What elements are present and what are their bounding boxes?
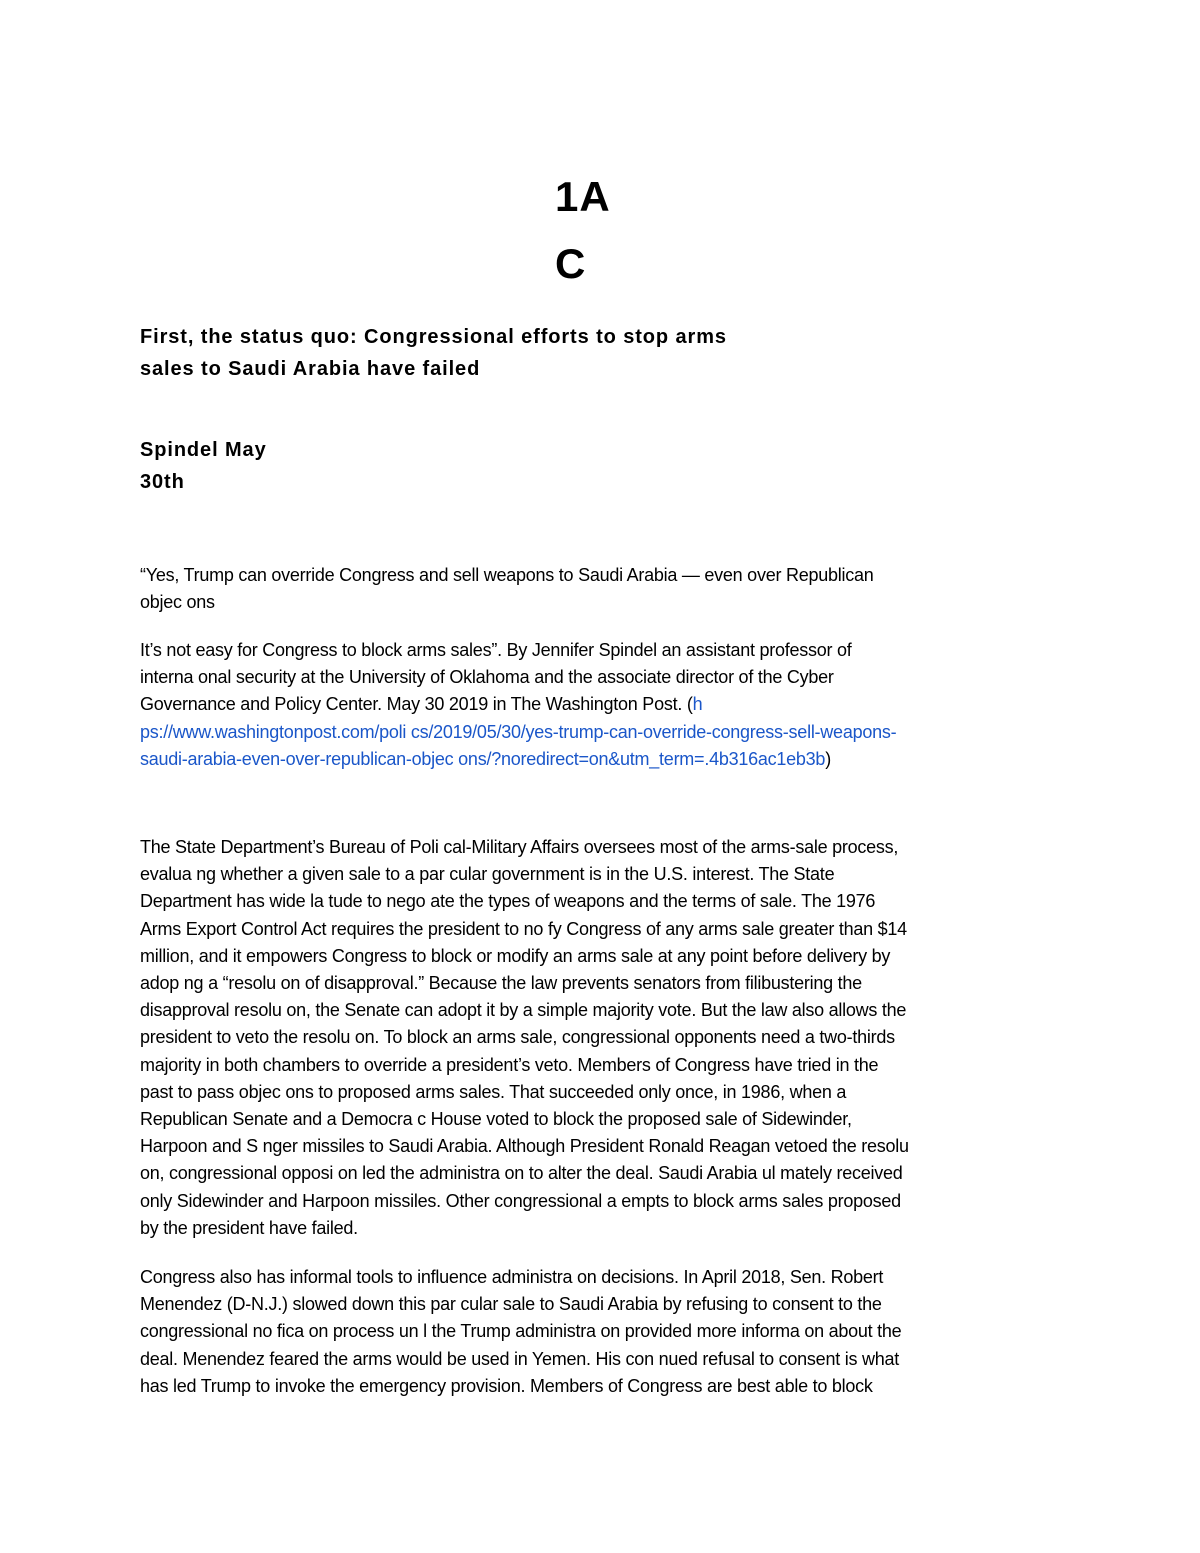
paragraph-line: million, and it empowers Congress to block or modify an arms sale at any point before delivery by: [140, 945, 891, 966]
citation-block: [140, 637, 1045, 773]
body-paragraph-2: [140, 1264, 1045, 1400]
paragraph-line: deal. Menendez feared the arms would be used in Yemen. His con nued refusal to consent is what: [140, 1348, 899, 1369]
paragraph-line: congressional no fica on process un l the Trump administra on provided more informa on about the: [140, 1321, 902, 1342]
citation-line: [140, 746, 1045, 773]
paragraph-line: Harpoon and S nger missiles to Saudi Arabia. Although President Ronald Reagan vetoed the resolu: [140, 1136, 909, 1157]
paragraph-line: Department has wide la tude to nego ate the types of weapons and the terms of sale. The 1976: [140, 891, 876, 912]
citation-line: It’s not easy for Congress to block arms sales”. By Jennifer Spindel an assistant professor of: [140, 640, 852, 660]
paragraph-line: adop ng a “resolu on of disapproval.” Because the law prevents senators from filibustering the: [140, 973, 862, 994]
paragraph-line: majority in both chambers to override a president’s veto. Members of Congress have tried in the: [140, 1054, 879, 1075]
citation-text: Governance and Policy Center. May 30 2019 in The Washington Post. (: [140, 694, 693, 715]
headline: [140, 321, 900, 385]
paragraph-line: Congress also has informal tools to influence administra on decisions. In April 2018, Sen. Robert: [140, 1267, 884, 1287]
paragraph-line: Arms Export Control Act requires the president to no fy Congress of any arms sale greater than $14: [140, 918, 907, 939]
paragraph-line: by the president have failed.: [140, 1217, 358, 1238]
cite-tag-line: 30th: [140, 471, 185, 493]
paragraph-line: president to veto the resolu on. To block an arms sale, congressional opponents need a two-thirds: [140, 1027, 895, 1048]
article-title-line: objec ons: [140, 592, 215, 613]
source-link[interactable]: ps://www.washingtonpost.com/poli cs/2019/05/30/yes-trump-can-override-congress-sell-weapons-: [140, 721, 897, 742]
paragraph-line: The State Department’s Bureau of Poli cal-Military Affairs oversees most of the arms-sale process,: [140, 837, 899, 857]
cite-tag: [140, 434, 440, 498]
paragraph-line: Republican Senate and a Democra c House voted to block the proposed sale of Sidewinder,: [140, 1109, 852, 1130]
citation-line: [140, 691, 1045, 718]
paragraph-line: only Sidewinder and Harpoon missiles. Other congressional a empts to block arms sales proposed: [140, 1190, 901, 1211]
document-title-line-1: 1A: [555, 173, 611, 220]
body-paragraph-1: [140, 834, 1045, 1242]
cite-tag-line: Spindel May: [140, 439, 267, 461]
document-title-line-2: C: [555, 240, 587, 287]
paragraph-line: has led Trump to invoke the emergency provision. Members of Congress are best able to block: [140, 1375, 873, 1396]
paragraph-line: past to pass objec ons to proposed arms sales. That succeeded only once, in 1986, when a: [140, 1081, 847, 1102]
citation-line: [140, 719, 1045, 746]
paragraph-line: evalua ng whether a given sale to a par cular government is in the U.S. interest. The State: [140, 864, 835, 885]
article-title: [140, 562, 1045, 616]
citation-line: interna onal security at the University of Oklahoma and the associate director of the Cyber: [140, 667, 834, 688]
headline-line: sales to Saudi Arabia have failed: [140, 358, 481, 380]
article-title-line: “Yes, Trump can override Congress and sell weapons to Saudi Arabia — even over Republican: [140, 565, 874, 585]
paragraph-line: disapproval resolu on, the Senate can adopt it by a simple majority vote. But the law also allows the: [140, 1000, 907, 1021]
source-link-end[interactable]: saudi-arabia-even-over-republican-objec ons/?noredirect=on&utm_term=.4b316ac1eb3b: [140, 748, 826, 769]
paragraph-line: Menendez (D-N.J.) slowed down this par cular sale to Saudi Arabia by refusing to consent to the: [140, 1294, 882, 1315]
closing-paren: ): [825, 748, 831, 769]
headline-line: First, the status quo: Congressional efforts to stop arms: [140, 326, 727, 348]
paragraph-line: on, congressional opposi on led the administra on to alter the deal. Saudi Arabia ul mately received: [140, 1163, 903, 1184]
source-link-start[interactable]: h: [692, 694, 703, 715]
